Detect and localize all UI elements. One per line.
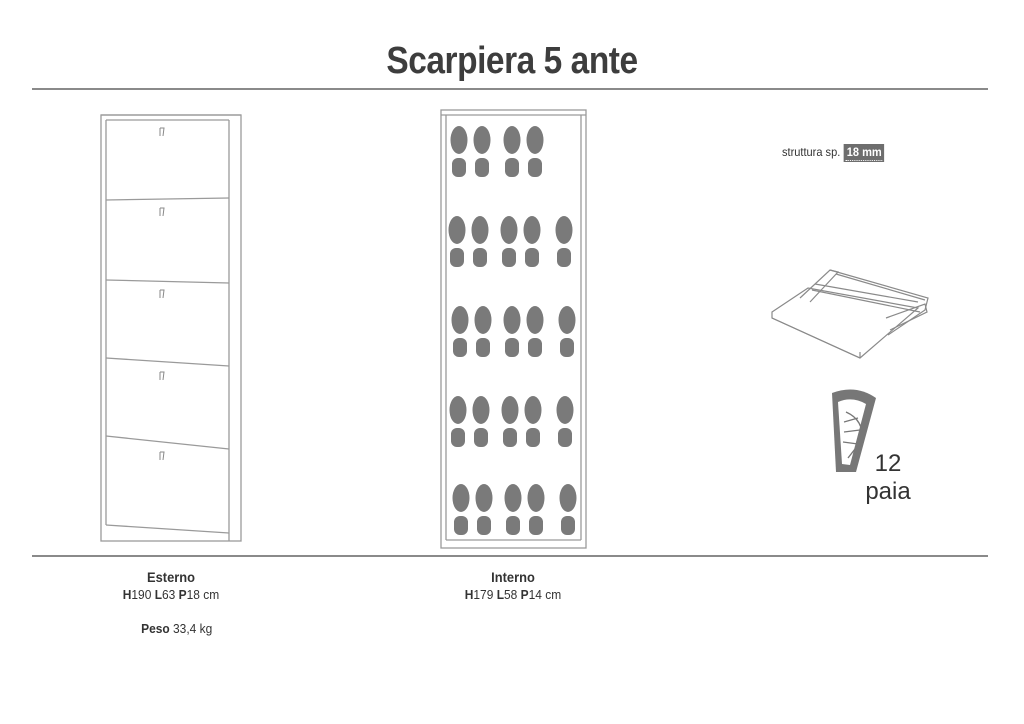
footprint-icon — [476, 484, 493, 535]
capacity-unit: paia — [865, 478, 911, 505]
page-title: Scarpiera 5 ante — [386, 40, 638, 82]
footprint-icon — [504, 126, 521, 177]
footprint-icon — [472, 216, 489, 267]
footprint-icon — [525, 396, 542, 447]
footprint-grid — [449, 126, 577, 535]
footprint-icon — [560, 484, 577, 535]
footprint-icon — [502, 396, 519, 447]
internal-dimensions — [442, 569, 584, 602]
structure-label: struttura sp. — [782, 145, 841, 159]
capacity-number: 12 — [874, 450, 902, 477]
footprint-icon — [505, 484, 522, 535]
footprint-icon — [475, 306, 492, 357]
cabinet-front-icon — [101, 115, 241, 541]
external-heading: Esterno — [147, 569, 195, 585]
footprint-icon — [451, 126, 468, 177]
footprint-icon — [556, 216, 573, 267]
footprint-icon — [528, 484, 545, 535]
weight-value: 33,4 kg — [173, 621, 213, 636]
footprint-icon — [527, 126, 544, 177]
footprint-icon — [504, 306, 521, 357]
structure-thickness — [782, 144, 884, 162]
shoe-rack-icon — [772, 270, 928, 358]
footprint-icon — [501, 216, 518, 267]
footprint-icon — [452, 306, 469, 357]
footprint-icon — [527, 306, 544, 357]
weight-label: Peso — [141, 621, 170, 636]
thickness-badge: 18 mm — [844, 144, 885, 162]
weight — [141, 621, 212, 636]
footprint-icon — [474, 126, 491, 177]
internal-measures: H179 L58 P14 cm — [464, 587, 562, 602]
footprint-icon — [449, 216, 466, 267]
footprint-icon — [557, 396, 574, 447]
footprint-icon — [473, 396, 490, 447]
footprint-icon — [524, 216, 541, 267]
internal-heading: Interno — [491, 569, 535, 585]
footprint-icon — [559, 306, 576, 357]
footprint-icon — [453, 484, 470, 535]
footprint-icon — [450, 396, 467, 447]
capacity-label — [858, 450, 918, 506]
external-measures: H190 L63 P18 cm — [122, 587, 220, 602]
external-dimensions — [100, 569, 242, 602]
